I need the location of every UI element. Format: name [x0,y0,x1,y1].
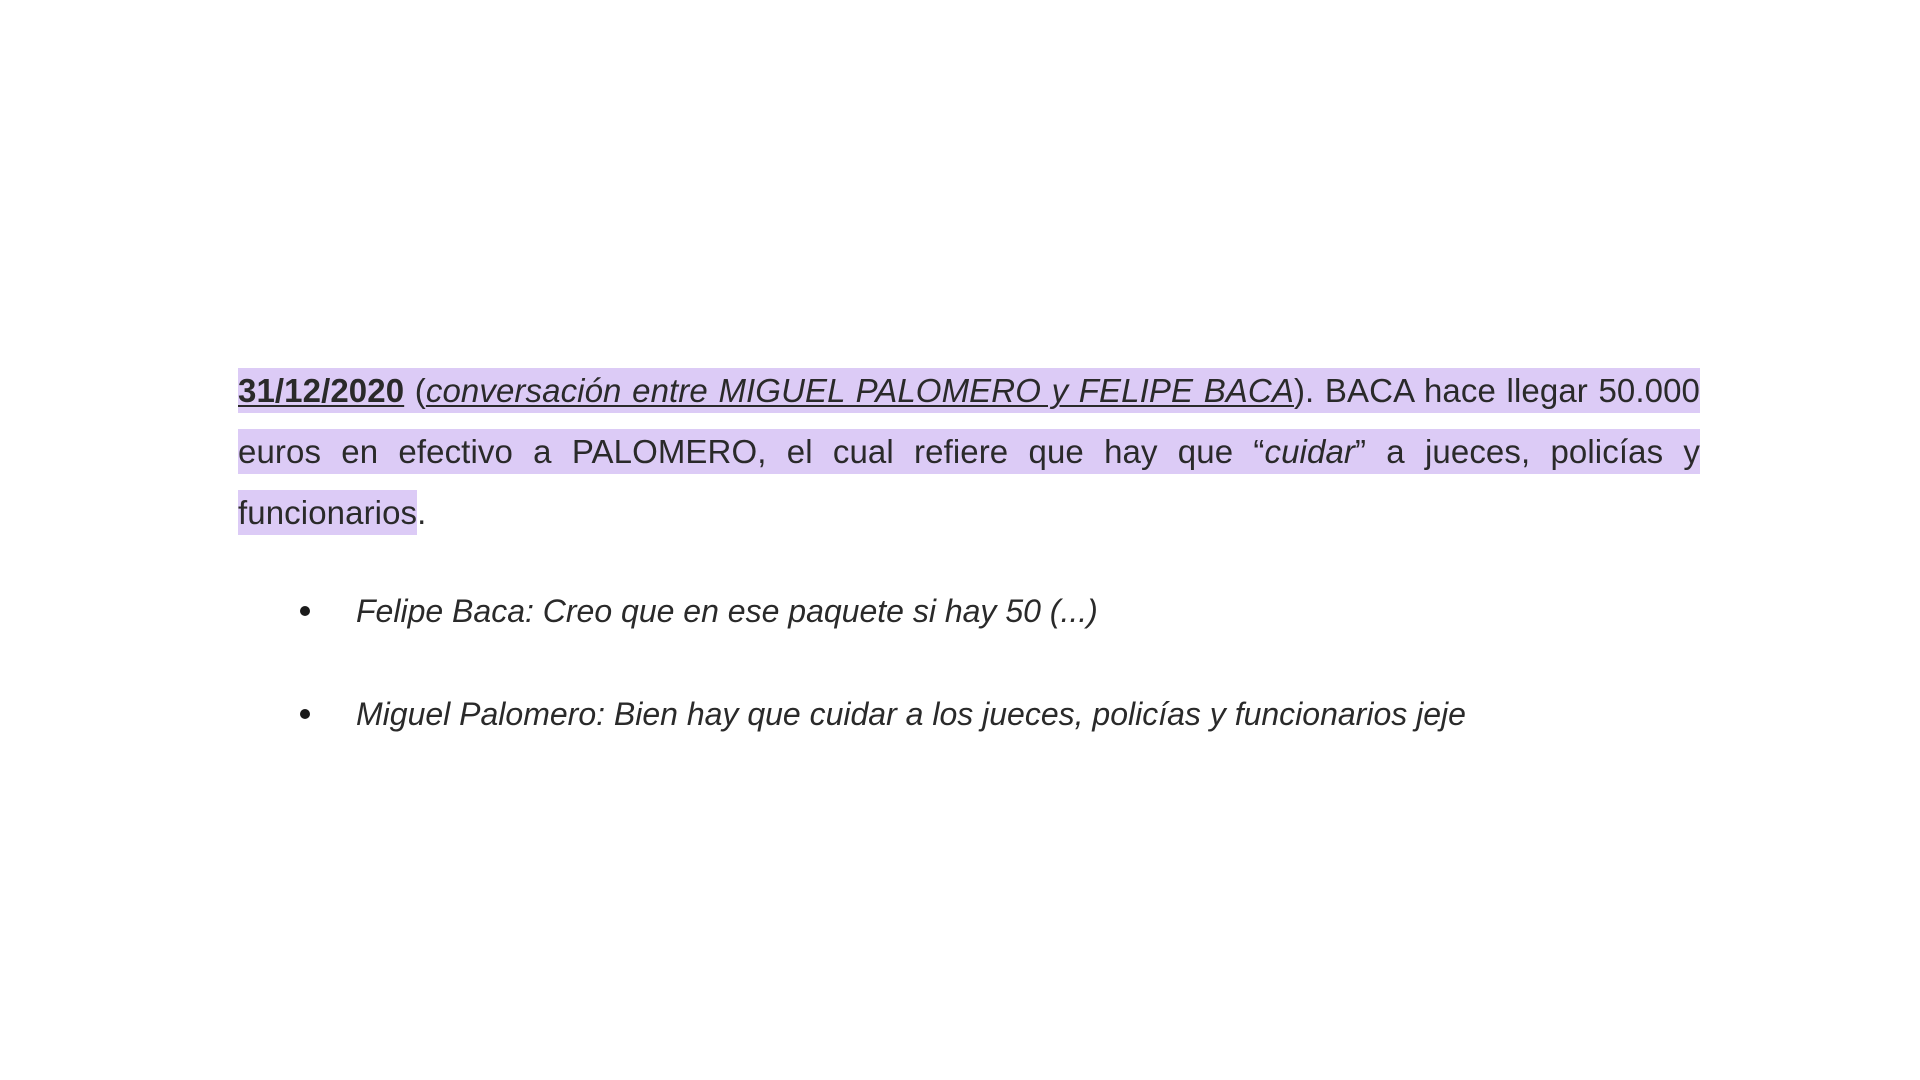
quoted-word: cuidar [1264,433,1355,470]
list-item [238,591,1700,631]
summary-paragraph [238,360,1700,543]
open-paren: ( [414,372,426,409]
bullet-icon [300,606,310,616]
conversation-participants: conversación entre MIGUEL PALOMERO y FELIPE BACA [425,372,1294,409]
highlighted-text [238,368,1700,535]
quote-text: Miguel Palomero: Bien hay que cuidar a los jueces, policías y funcionarios jeje [356,696,1466,732]
quote-list [238,591,1700,734]
quote-text: Felipe Baca: Creo que en ese paquete si hay 50 (...) [356,593,1098,629]
summary-text-part2: ” a jueces, policías y funcionarios [238,433,1700,531]
end-period: . [417,494,427,531]
summary-text-part1: BACA hace llegar 50.000 euros en efectivo a PALOMERO, el cual refiere que hay que “ [238,372,1700,470]
list-item [238,694,1700,734]
document-excerpt [238,360,1700,797]
date-label: 31/12/2020 [238,372,405,409]
close-paren: ). [1293,372,1315,409]
bullet-icon [300,709,310,719]
